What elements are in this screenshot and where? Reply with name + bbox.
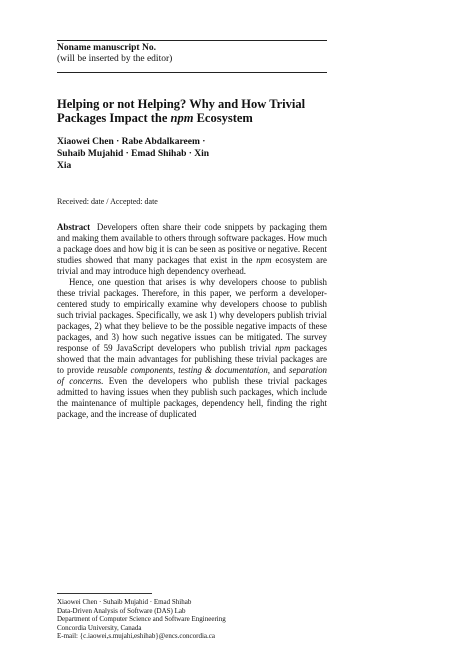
- received-date: Received: date / Accepted: date: [57, 197, 158, 206]
- paper-title: [57, 97, 357, 125]
- title-line-1: Helping or not Helping? Why and How Trivial: [57, 97, 306, 111]
- abstract: [57, 222, 327, 420]
- title-line-2: Packages Impact the npm Ecosystem: [57, 111, 253, 125]
- editor-note: (will be inserted by the editor): [57, 54, 173, 64]
- abstract-text-1: Developers often share their code snippets by packaging them and making them available to others through software packages. How much a package does and how big it is can be seen as positive or negative. Recent studies showed that many packages that exist in the npm ecosystem are trivial and may introduce high dependency overhead.: [57, 222, 328, 276]
- authors-line-3: Xia: [57, 161, 72, 171]
- abstract-label: Abstract: [57, 222, 91, 232]
- author-list: [57, 136, 277, 172]
- manuscript-number: Noname manuscript No.: [57, 43, 156, 53]
- manuscript-header: [57, 40, 327, 65]
- header-rule: [57, 72, 327, 73]
- abstract-paragraph-2: Hence, one question that arises is why developers choose to publish these trivial packages. Therefore, in this paper, we perform a developer-centered study to empirically examine why developers choose to publish such trivial packages. Specifically, we ask 1) why developers publish trivial packages, 2) what they believe to be the possible negative impacts of these packages, and 3) how such negative issues can be mitigated. The survey response of 59 JavaScript developers who publish trivial npm packages showed that the main advantages for publishing these trivial packages are to provide reusable components, testing & documentation, and separation of concerns. Even the developers who publish these trivial packages admitted to having issues when they publish such packages, which include the maintenance of multiple packages, dependency hell, finding the right package, and the increase of duplicated: [57, 277, 327, 419]
- npm-term: npm: [256, 255, 272, 265]
- authors-line-2: Suhaib Mujahid · Emad Shihab · Xin: [57, 149, 210, 159]
- footnote-rule: [57, 593, 152, 594]
- abstract-paragraph-1: [57, 222, 327, 277]
- authors-line-1: Xiaowei Chen · Rabe Abdalkareem ·: [57, 137, 206, 147]
- affiliation-group-1: Xiaowei Chen · Suhaib Mujahid · Emad Shihab Data-Driven Analysis of Software (DAS) Lab Department of Computer Science and Software Engineering Concordia University, Canada E-mail: {c.iaowei,s.mujahi,eshihab}@encs.concordia.ca: [57, 598, 226, 641]
